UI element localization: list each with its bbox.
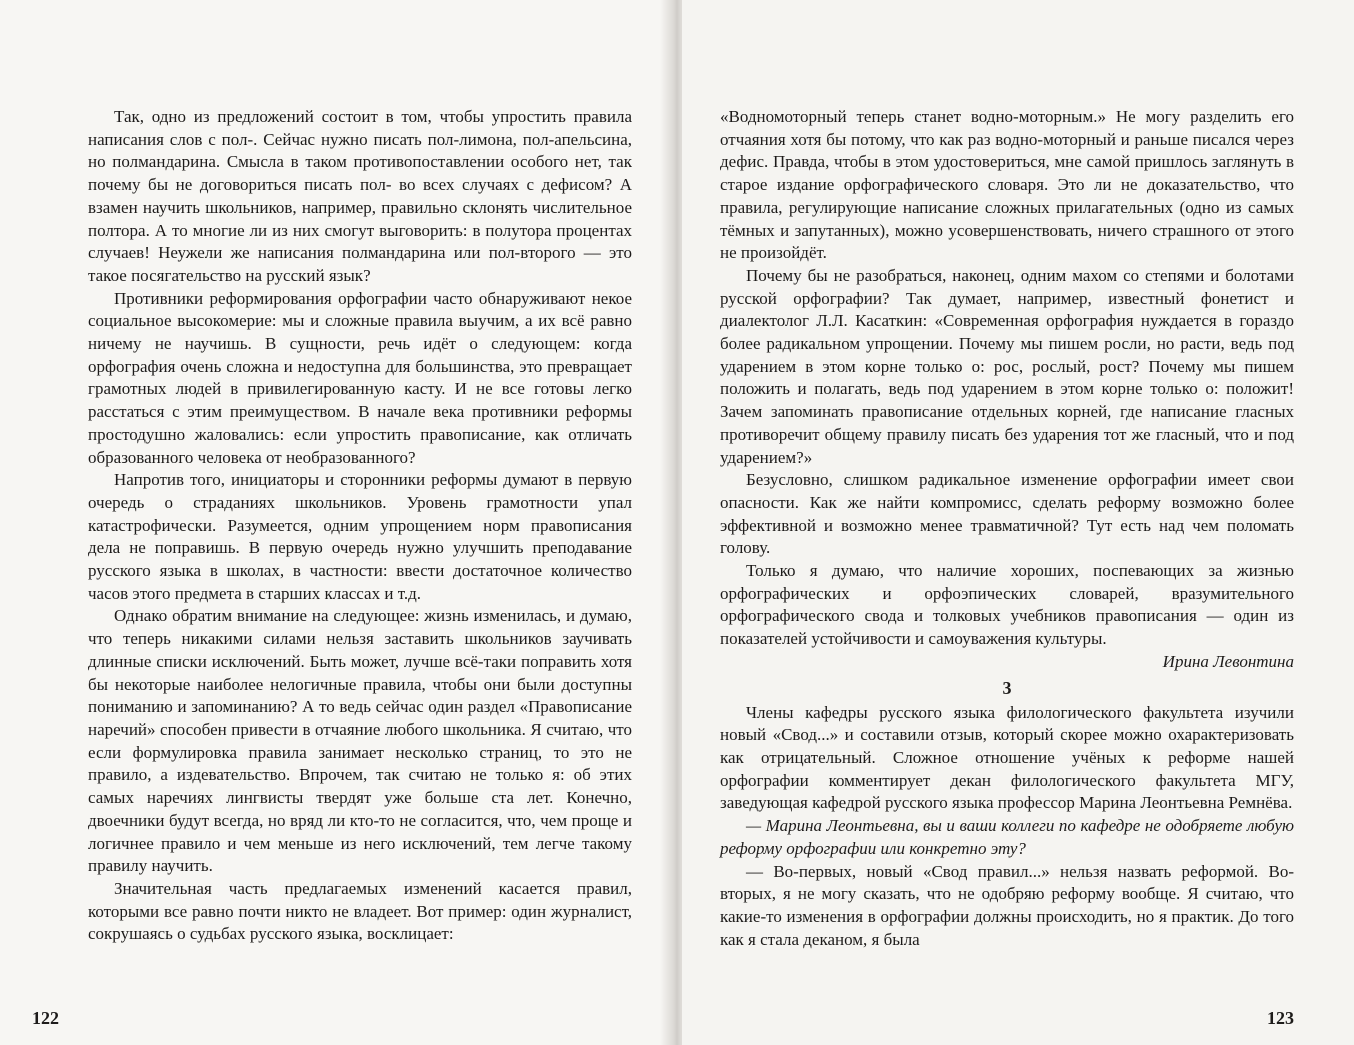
interview-answer: — Во-первых, новый «Свод правил...» нельзя назвать реформой. Во-вторых, я не могу сказать, что не одобряю реформу вообще. Я считаю, что какие-то изменения в орфографии должны происходить, но я практик. До того как я стала деканом, я была (720, 861, 1294, 949)
page-number-right: 123 (1267, 1008, 1294, 1028)
paragraph: Только я думаю, что наличие хороших, поспевающих за жизнью орфографических и орфоэпических словарей, вразумительного орфографического свода и толковых учебников правописания — один из показателей устойчивости и самоуважения культуры. (720, 561, 1294, 649)
paragraph: Так, одно из предложений состоит в том, чтобы упростить правила написания слов с пол-. Сейчас нужно писать пол-лимона, пол-апельсина, но полмандарина. Смысла в таком противопоставлении особого нет, так почему бы не договориться писать пол- во всех случаях с дефисом? А взамен научить школьников, например, правильно склонять числительное полтора. А то многие ли из них смогут выговорить: в полутора процентах случаев! Неужели же написания полмандарина или пол-второго — это такое посягательство на русский язык? (88, 107, 632, 285)
author-signature: Ирина Левонтина (1162, 651, 1294, 671)
page-number-left: 122 (32, 1008, 59, 1028)
paragraph: Значительная часть предлагаемых изменений касается правил, которыми все равно почти никто не владеет. Вот пример: один журналист, сокрушаясь о судьбах русского языка, восклицает: (88, 878, 632, 944)
paragraph: Напротив того, инициаторы и сторонники реформы думают в первую очередь о страданиях школьников. Уровень грамотности упал катастрофически. Разумеется, одним упрощением норм правописания дела не поправишь. В первую очередь нужно улучшить преподавание русского языка в школах, в частности: ввести достаточное количество часов этого предмета в старших классах и т.д. (88, 470, 632, 603)
paragraph: Однако обратим внимание на следующее: жизнь изменилась, и думаю, что теперь никакими силами нельзя заставить школьников заучивать длинные списки исключений. Быть может, лучше всё-таки поправить хотя бы некоторые наиболее нелогичные правила, чтобы они были доступны пониманию и запоминанию? А то ведь сейчас один раздел «Правописание наречий» способен привести в отчаяние любого школьника. Я считаю, что если формулировка правила занимает несколько страниц, то это не правило, а издевательство. Впрочем, так считаю не только я: об этих самых наречиях лингвисты твердят уже больше ста лет. Конечно, двоечники будут всегда, но вряд ли кто-то не согласится, что, чем проще и логичнее правило и чем меньше из него исключений, тем легче такому правилу научить. (88, 606, 632, 876)
section-number: 3 (1002, 677, 1012, 698)
interview-question: — Марина Леонтьевна, вы и ваши коллеги по кафедре не одобряете любую реформу орфографии или конкретно эту? (720, 816, 1294, 858)
paragraph: Члены кафедры русского языка филологического факультета изучили новый «Свод...» и составили отзыв, который скорее можно охарактеризовать как отрицательный. Сложное отношение учёных к реформе нашей орфографии комментирует декан филологического факультета МГУ, заведующая кафедрой русского языка профессор Марина Леонтьевна Ремнёва. (720, 702, 1294, 813)
paragraph: Противники реформирования орфографии часто обнаруживают некое социальное высокомерие: мы и сложные правила выучим, а их всё равно ничему не научишь. В сущности, речь идёт о следующем: когда орфография очень сложна и недоступна для большинства, это превращает грамотных людей в привилегированную касту. И не все готовы легко расстаться с этим преимуществом. В начале века противники реформы простодушно жаловались: если упростить правописание, как отличать образованного человека от необразованного? (88, 288, 632, 467)
right-page-text (720, 106, 1294, 951)
right-page (682, 0, 1354, 1045)
left-page (0, 0, 672, 1045)
paragraph: Почему бы не разобраться, наконец, одним махом со степями и болотами русской орфографии? Так думает, например, известный фонетист и диалектолог Л.Л. Касаткин: «Современная орфография нуждается в гораздо более радикальном упрощении. Почему мы пишем росли, но расти, ведь под ударением в этом корне только о: рос, рослый, рост? Почему мы пишем положить и полагать, ведь под ударением в этом корне только о: положит! Зачем запоминать правописание отдельных корней, где написание гласных противоречит общему правилу писать без ударения тот же гласный, что и под ударением?» (720, 265, 1294, 467)
left-page-text (88, 106, 632, 946)
paragraph: Безусловно, слишком радикальное изменение орфографии имеет свои опасности. Как же найти компромисс, сделать реформу возможно более эффективной и возможно менее травматичной? Тут есть над чем поломать голову. (720, 470, 1294, 558)
paragraph: «Водномоторный теперь станет водно-моторным.» Не могу разделить его отчаяния хотя бы потому, что как раз водно-моторный и раньше писался через дефис. Правда, чтобы в этом удостовериться, мне самой пришлось заглянуть в старое издание орфографического словаря. Это ли не доказательство, что правила, регулирующие написание сложных прилагательных (одно из самых тёмных и запутанных), можно усовершенствовать, ничего страшного от этого не произойдёт. (720, 107, 1294, 263)
